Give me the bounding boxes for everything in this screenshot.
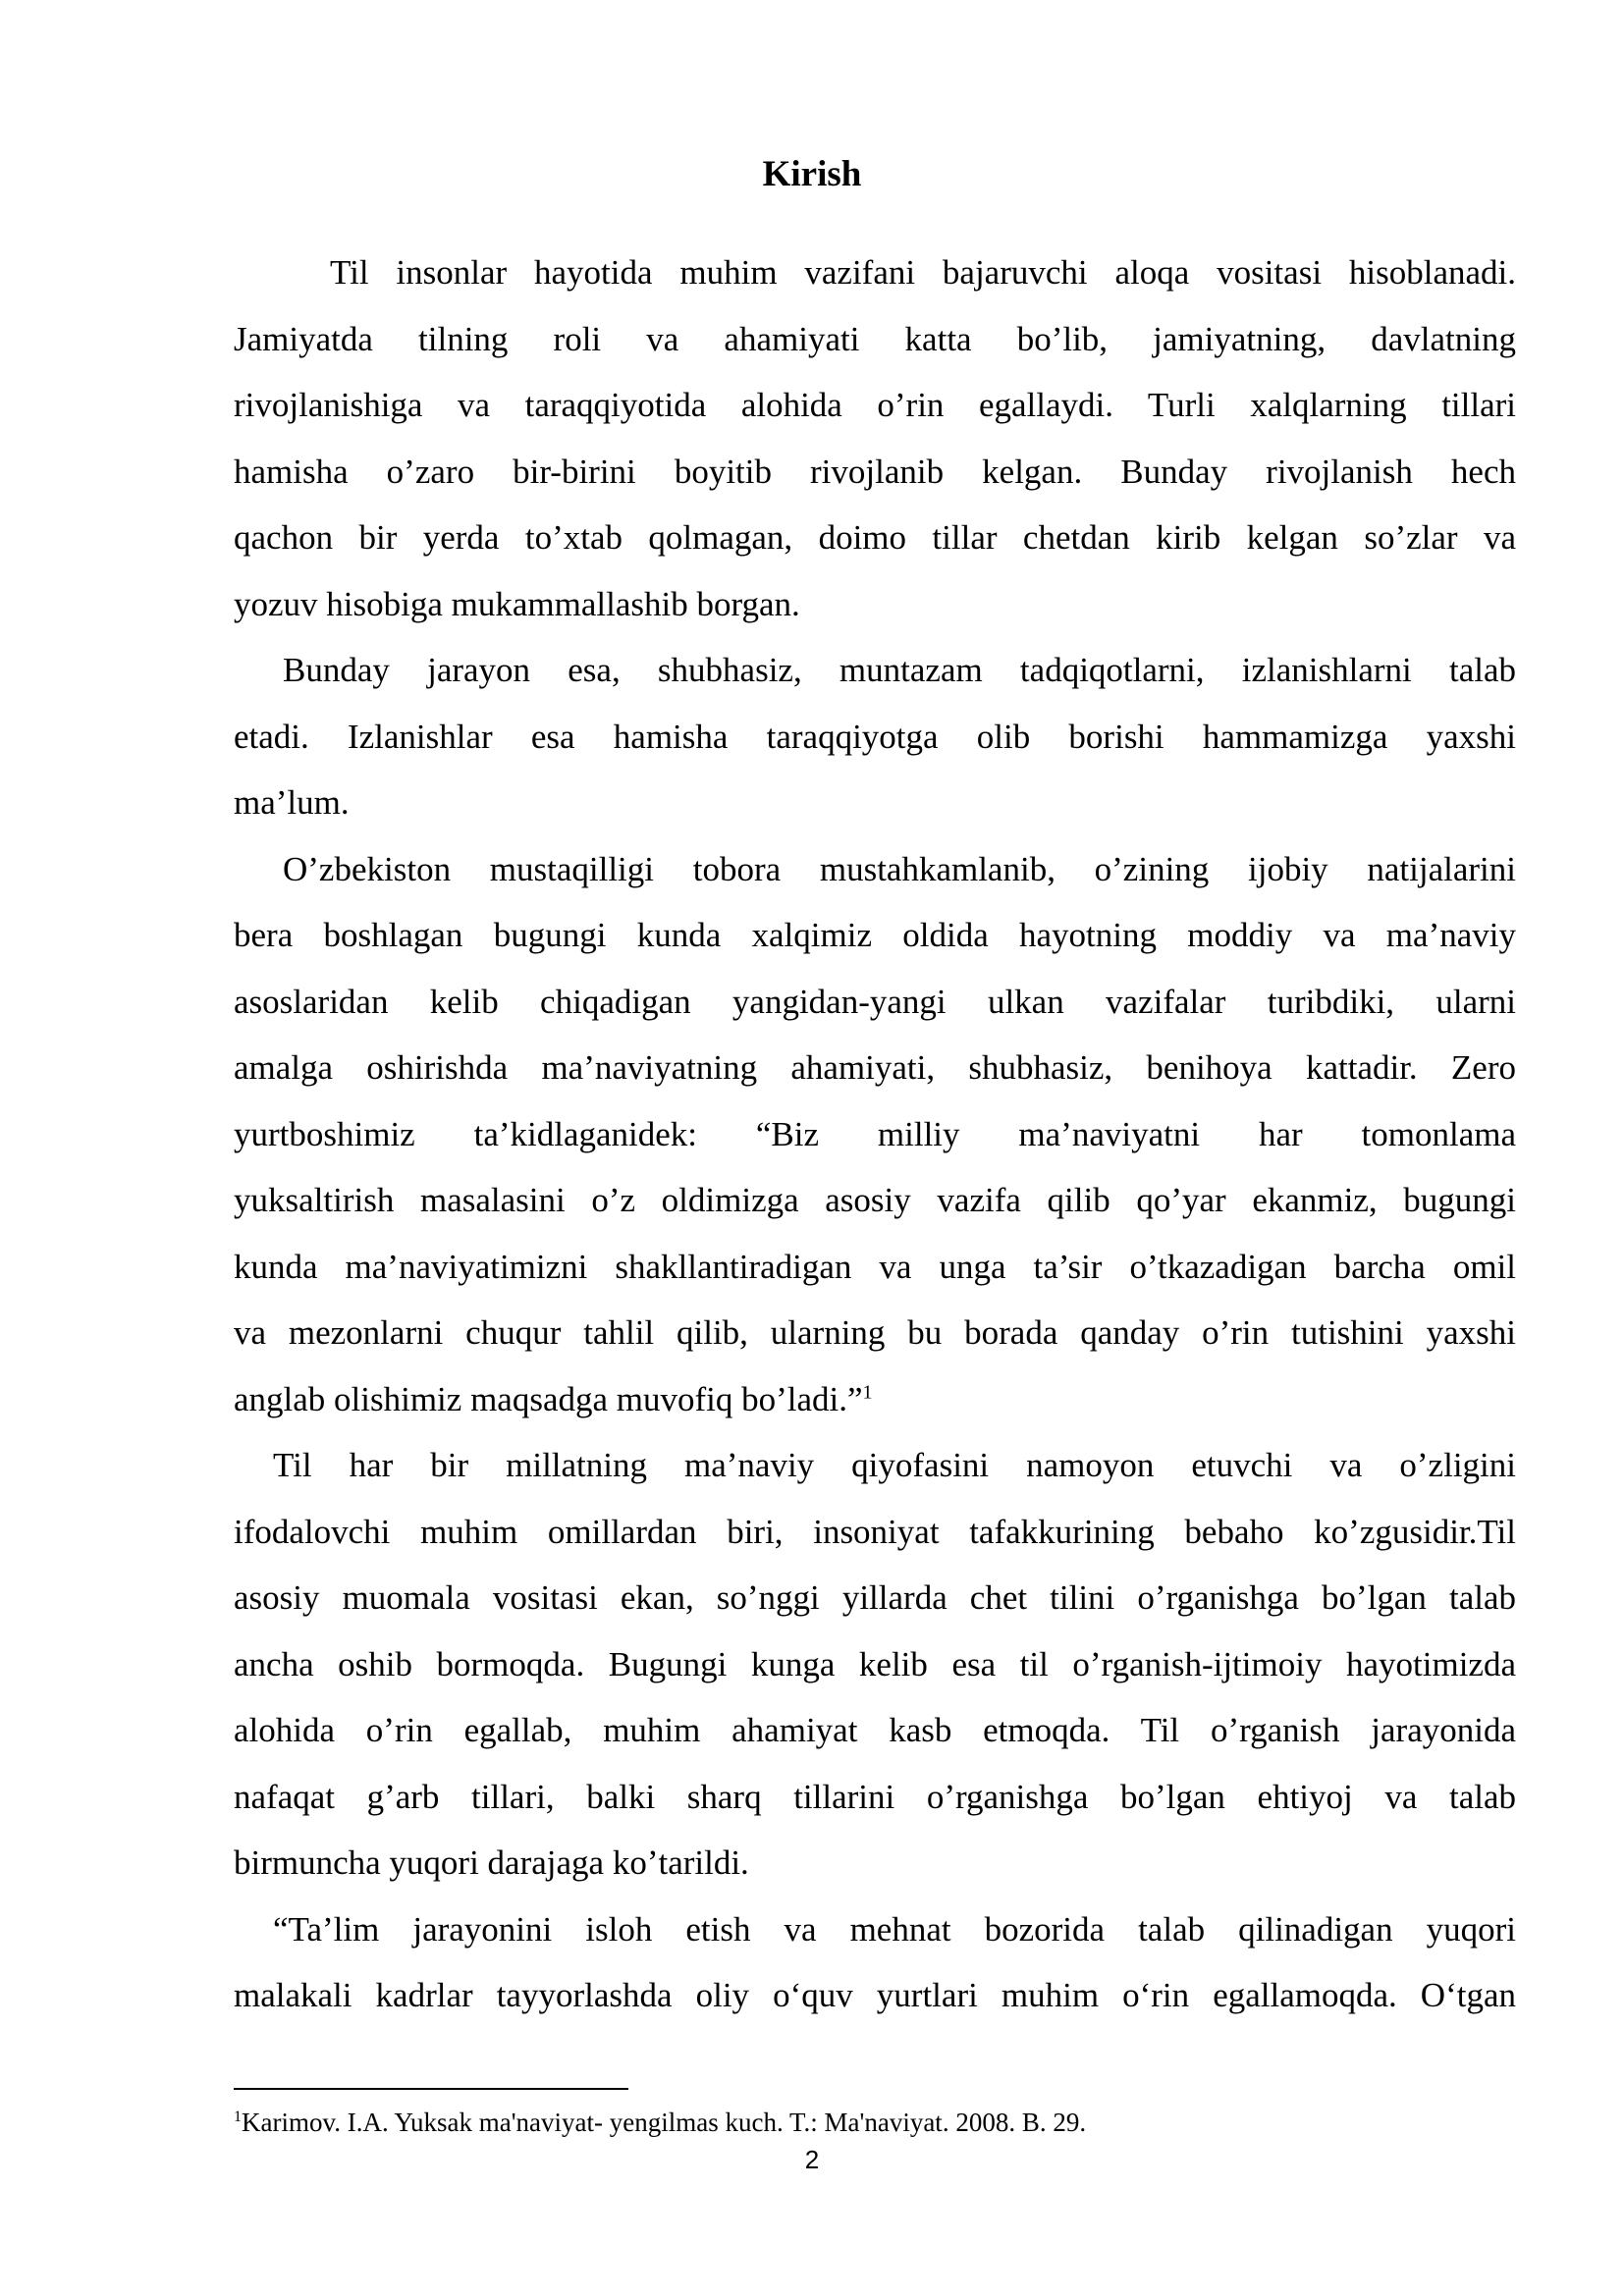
paragraph xyxy=(234,836,1516,1433)
text-line: nafaqat gʼarb tillari, balki sharq tillarini oʼrganishga boʼlgan ehtiyoj va talab xyxy=(234,1777,1516,1816)
text-line: bera boshlagan bugungi kunda xalqimiz oldida hayotning moddiy va ma’naviy xyxy=(234,916,1516,954)
page-number: 2 xyxy=(804,2145,820,2174)
text-line: anglab olishimiz maqsadga muvofiq bo’ladi.”$^1$ xyxy=(234,1379,873,1418)
footnote-marker: 1 xyxy=(234,2109,242,2125)
page-title: Kirish xyxy=(762,154,862,194)
paragraph xyxy=(234,1432,1516,1896)
text-line: yuksaltirish masalasini o’z oldimizga asosiy vazifa qilib qo’yar ekanmiz, bugungi xyxy=(234,1181,1516,1219)
text-line: etadi. Izlanishlar esa hamisha taraqqiyotga olib borishi hammamizga yaxshi xyxy=(234,717,1516,756)
text-line: kunda ma’naviyatimizni shakllantiradigan va unga ta’sir o’tkazadigan barcha omil xyxy=(234,1247,1516,1286)
text-line: ancha oshib bormoqda. Bugungi kunga kelib esa til oʼrganish-ijtimoiy hayotimizda xyxy=(234,1644,1516,1683)
text-line: amalga oshirishda ma’naviyatning ahamiyati, shubhasiz, benihoya kattadir. Zero xyxy=(234,1048,1516,1087)
text-line: malakali kadrlar tayyorlashda oliy oʻquv yurtlari muhim oʻrin egallamoqda. Oʻtgan xyxy=(234,1976,1516,2014)
footnote-reference: 1 xyxy=(862,1380,873,1403)
text-line: yozuv hisobiga mukammallashib borgan. xyxy=(234,584,800,623)
text-line: O’zbekiston mustaqilligi tobora mustahkamlanib, o’zining ijobiy natijalarini xyxy=(283,849,1516,888)
text-line: “Ta’lim jarayonini isloh etish va mehnat bozorida talab qilinadigan yuqori xyxy=(273,1909,1516,1949)
text-line: rivojlanishiga va taraqqiyotida alohida o’rin egallaydi. Turli xalqlarning tillari xyxy=(234,386,1516,424)
text-line: Jamiyatda tilning roli va ahamiyati katta bo’lib, jamiyatning, davlatning xyxy=(234,319,1516,358)
text-line: ma’lum. xyxy=(234,783,350,822)
text-line: yurtboshimiz ta’kidlaganidek: “Biz milliy ma’naviyatni har tomonlama xyxy=(234,1114,1516,1153)
text-line: ifodalovchi muhim omillardan biri, insoniyat tafakkurining bebaho koʼzgusidir.Til xyxy=(234,1512,1516,1551)
footnote-text: Karimov. I.A. Yuksak ma'naviyat- yengilmas kuch. T.: Ma'naviyat. 2008. B. 29. xyxy=(242,2108,1087,2137)
text-line: asoslaridan kelib chiqadigan yangidan-yangi ulkan vazifalar turibdiki, ularni xyxy=(234,982,1516,1021)
text-line: qachon bir yerda to’xtab qolmagan, doimo tillar chetdan kirib kelgan so’zlar va xyxy=(234,518,1516,557)
text-line: asosiy muomala vositasi ekan, soʼnggi yillarda chet tilini oʼrganishga boʼlgan talab xyxy=(234,1578,1516,1617)
text-line: Bunday jarayon esa, shubhasiz, muntazam tadqiqotlarni, izlanishlarni talab xyxy=(283,651,1516,689)
footnote xyxy=(234,2107,1086,2138)
text-line: Til insonlar hayotida muhim vazifani bajaruvchi aloqa vositasi hisoblanadi. xyxy=(330,253,1516,292)
text-line: hamisha o’zaro bir-birini boyitib rivojlanib kelgan. Bunday rivojlanish hech xyxy=(234,452,1516,491)
paragraph xyxy=(234,1896,1516,2029)
body-text xyxy=(234,240,1516,2029)
paragraph xyxy=(234,240,1516,637)
text-line: birmuncha yuqori darajaga koʼtarildi. xyxy=(234,1843,749,1882)
footnote-separator xyxy=(234,2088,628,2090)
text-line: Til har bir millatning maʼnaviy qiyofasini namoyon etuvchi va oʼzligini xyxy=(273,1446,1516,1484)
text-line: alohida oʼrin egallab, muhim ahamiyat kasb etmoqda. Til oʼrganish jarayonida xyxy=(234,1711,1516,1749)
text-line: va mezonlarni chuqur tahlil qilib, ularning bu borada qanday o’rin tutishini yaxshi xyxy=(234,1313,1516,1352)
paragraph xyxy=(234,637,1516,836)
